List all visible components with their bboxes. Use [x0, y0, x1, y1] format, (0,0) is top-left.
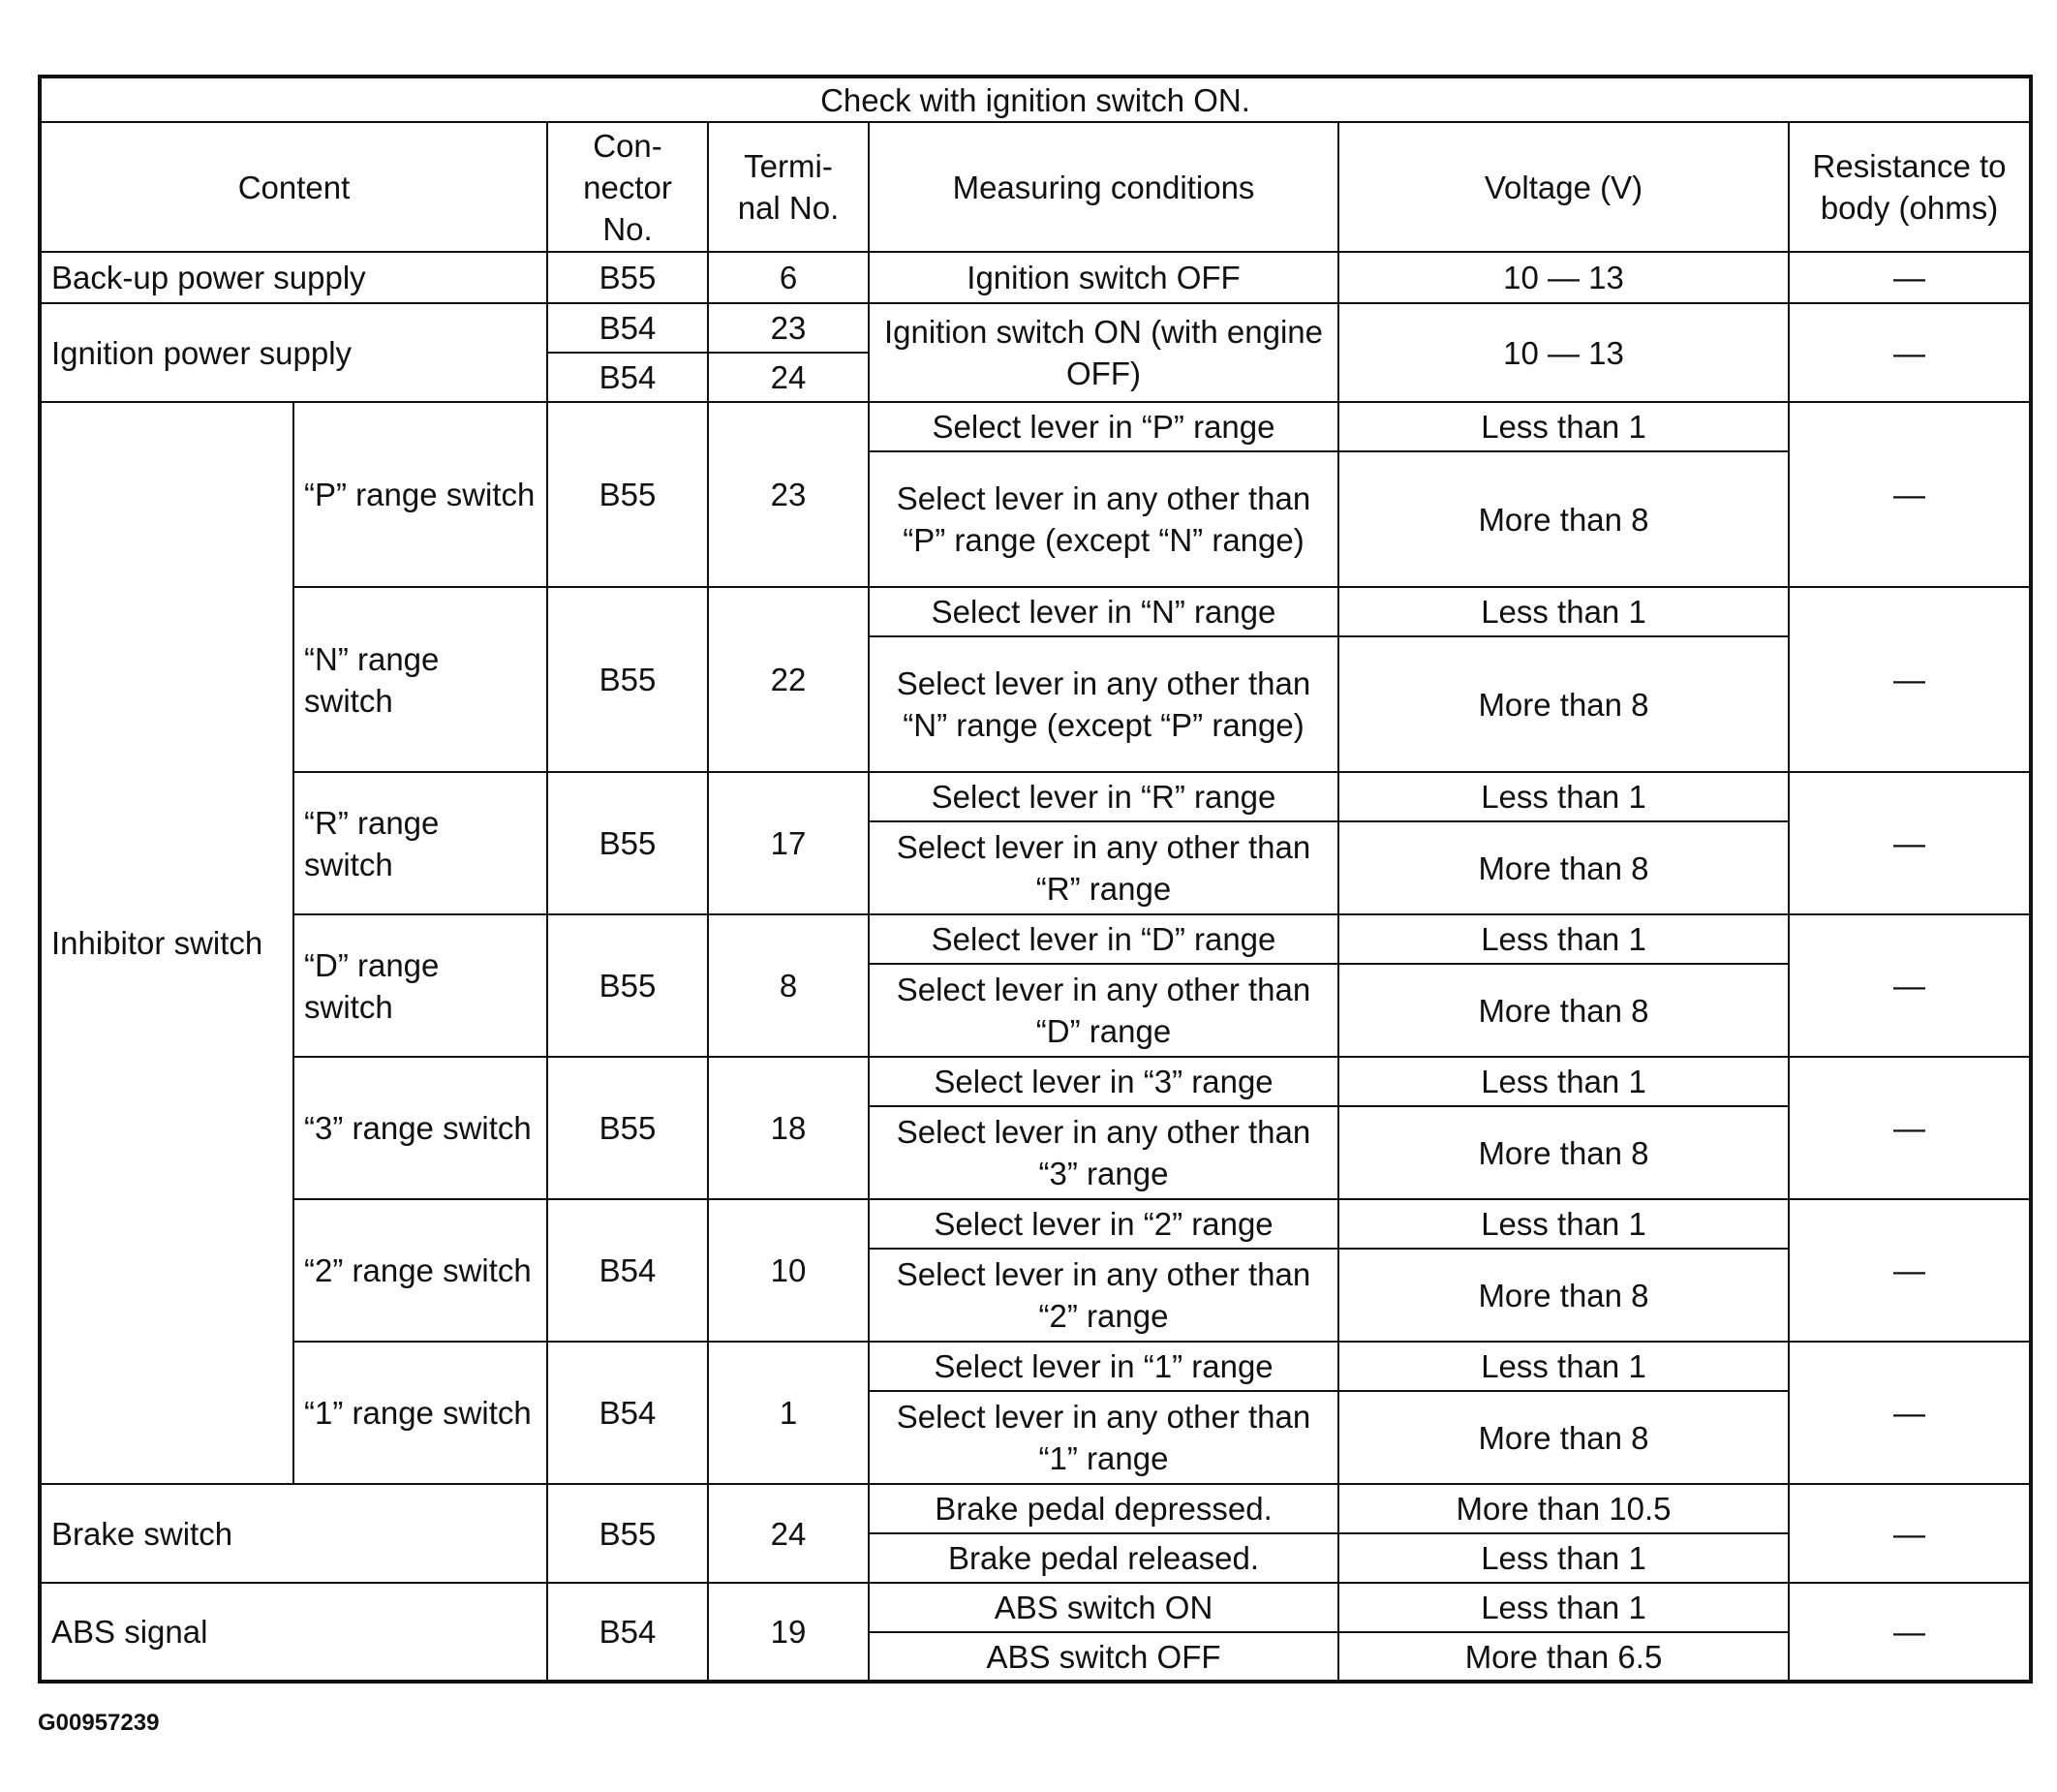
header-row: [40, 122, 2031, 252]
row-connector: B55: [547, 252, 708, 303]
row-terminal: 1: [708, 1342, 869, 1484]
row-voltage: More than 8: [1338, 451, 1789, 587]
row-condition: Select lever in “N” range: [869, 587, 1338, 636]
row-condition: Brake pedal released.: [869, 1533, 1338, 1583]
range-switch-name: “N” range switch: [293, 587, 547, 772]
table-row: [40, 772, 2031, 821]
row-terminal: 6: [708, 252, 869, 303]
row-terminal: 24: [708, 353, 869, 402]
row-condition: Select lever in any other than “1” range: [869, 1391, 1338, 1484]
row-connector: B55: [547, 1057, 708, 1199]
header-connector: Con- nector No.: [547, 122, 708, 252]
table-row: [40, 303, 2031, 353]
row-resistance: —: [1789, 1583, 2031, 1682]
table-row: [40, 1484, 2031, 1533]
range-switch-name: “D” range switch: [293, 914, 547, 1057]
table-row: [40, 402, 2031, 451]
inhibitor-switch-label: Inhibitor switch: [40, 402, 293, 1484]
row-connector: B55: [547, 402, 708, 587]
row-content: Back-up power supply: [40, 252, 547, 303]
row-voltage: Less than 1: [1338, 1533, 1789, 1583]
row-condition: Select lever in any other than “D” range: [869, 964, 1338, 1057]
range-switch-name: “1” range switch: [293, 1342, 547, 1484]
row-resistance: —: [1789, 303, 2031, 402]
table-row: [40, 252, 2031, 303]
spec-table-container: [38, 75, 2029, 1684]
header-voltage: Voltage (V): [1338, 122, 1789, 252]
row-voltage: More than 8: [1338, 821, 1789, 914]
row-terminal: 24: [708, 1484, 869, 1583]
row-condition: Select lever in any other than “3” range: [869, 1106, 1338, 1199]
row-voltage: Less than 1: [1338, 1199, 1789, 1249]
row-voltage: Less than 1: [1338, 587, 1789, 636]
row-condition: Select lever in any other than “R” range: [869, 821, 1338, 914]
row-connector: B54: [547, 1342, 708, 1484]
row-condition: Select lever in any other than “2” range: [869, 1249, 1338, 1342]
row-terminal: 22: [708, 587, 869, 772]
row-condition: Select lever in “P” range: [869, 402, 1338, 451]
table-row: [40, 1199, 2031, 1249]
row-resistance: —: [1789, 402, 2031, 587]
row-voltage: More than 10.5: [1338, 1484, 1789, 1533]
row-resistance: —: [1789, 1342, 2031, 1484]
table-title: Check with ignition switch ON.: [40, 77, 2031, 122]
row-voltage: 10 — 13: [1338, 252, 1789, 303]
row-condition: Select lever in “1” range: [869, 1342, 1338, 1391]
row-voltage: 10 — 13: [1338, 303, 1789, 402]
ignition-check-table: [38, 75, 2033, 1684]
row-connector: B55: [547, 914, 708, 1057]
table-row: [40, 1057, 2031, 1106]
row-resistance: —: [1789, 587, 2031, 772]
row-voltage: Less than 1: [1338, 402, 1789, 451]
row-terminal: 23: [708, 402, 869, 587]
row-terminal: 17: [708, 772, 869, 914]
row-content: ABS signal: [40, 1583, 547, 1682]
row-content: Ignition power supply: [40, 303, 547, 402]
row-voltage: Less than 1: [1338, 1342, 1789, 1391]
row-condition: Ignition switch ON (with engine OFF): [869, 303, 1338, 402]
row-condition: Select lever in “3” range: [869, 1057, 1338, 1106]
row-condition: Ignition switch OFF: [869, 252, 1338, 303]
row-resistance: —: [1789, 252, 2031, 303]
row-resistance: —: [1789, 1199, 2031, 1342]
row-terminal: 23: [708, 303, 869, 353]
row-resistance: —: [1789, 1057, 2031, 1199]
row-connector: B55: [547, 587, 708, 772]
row-condition: Select lever in any other than “N” range (except “P” range): [869, 636, 1338, 772]
row-terminal: 19: [708, 1583, 869, 1682]
row-content: Brake switch: [40, 1484, 547, 1583]
row-condition: Select lever in “R” range: [869, 772, 1338, 821]
range-switch-name: “R” range switch: [293, 772, 547, 914]
row-condition: Select lever in “D” range: [869, 914, 1338, 964]
row-condition: Select lever in “2” range: [869, 1199, 1338, 1249]
row-voltage: Less than 1: [1338, 1583, 1789, 1632]
header-conditions: Measuring conditions: [869, 122, 1338, 252]
row-connector: B54: [547, 1199, 708, 1342]
row-resistance: —: [1789, 1484, 2031, 1583]
row-voltage: More than 8: [1338, 964, 1789, 1057]
table-row: [40, 587, 2031, 636]
table-row: [40, 914, 2031, 964]
row-condition: Brake pedal depressed.: [869, 1484, 1338, 1533]
row-terminal: 10: [708, 1199, 869, 1342]
header-resistance: Resistance to body (ohms): [1789, 122, 2031, 252]
row-condition: ABS switch OFF: [869, 1632, 1338, 1682]
range-switch-name: “3” range switch: [293, 1057, 547, 1199]
row-condition: ABS switch ON: [869, 1583, 1338, 1632]
row-voltage: Less than 1: [1338, 772, 1789, 821]
row-resistance: —: [1789, 772, 2031, 914]
row-voltage: More than 8: [1338, 636, 1789, 772]
row-connector: B54: [547, 303, 708, 353]
row-connector: B55: [547, 772, 708, 914]
row-voltage: More than 8: [1338, 1106, 1789, 1199]
row-connector: B54: [547, 353, 708, 402]
row-connector: B54: [547, 1583, 708, 1682]
row-terminal: 18: [708, 1057, 869, 1199]
row-terminal: 8: [708, 914, 869, 1057]
row-voltage: More than 6.5: [1338, 1632, 1789, 1682]
row-condition: Select lever in any other than “P” range (except “N” range): [869, 451, 1338, 587]
row-voltage: Less than 1: [1338, 914, 1789, 964]
table-row: [40, 1583, 2031, 1632]
header-terminal: Termi- nal No.: [708, 122, 869, 252]
figure-code: G00957239: [38, 1710, 160, 1736]
header-content: Content: [40, 122, 547, 252]
row-voltage: Less than 1: [1338, 1057, 1789, 1106]
row-resistance: —: [1789, 914, 2031, 1057]
range-switch-name: “P” range switch: [293, 402, 547, 587]
row-voltage: More than 8: [1338, 1249, 1789, 1342]
range-switch-name: “2” range switch: [293, 1199, 547, 1342]
table-row: [40, 1342, 2031, 1391]
row-connector: B55: [547, 1484, 708, 1583]
row-voltage: More than 8: [1338, 1391, 1789, 1484]
